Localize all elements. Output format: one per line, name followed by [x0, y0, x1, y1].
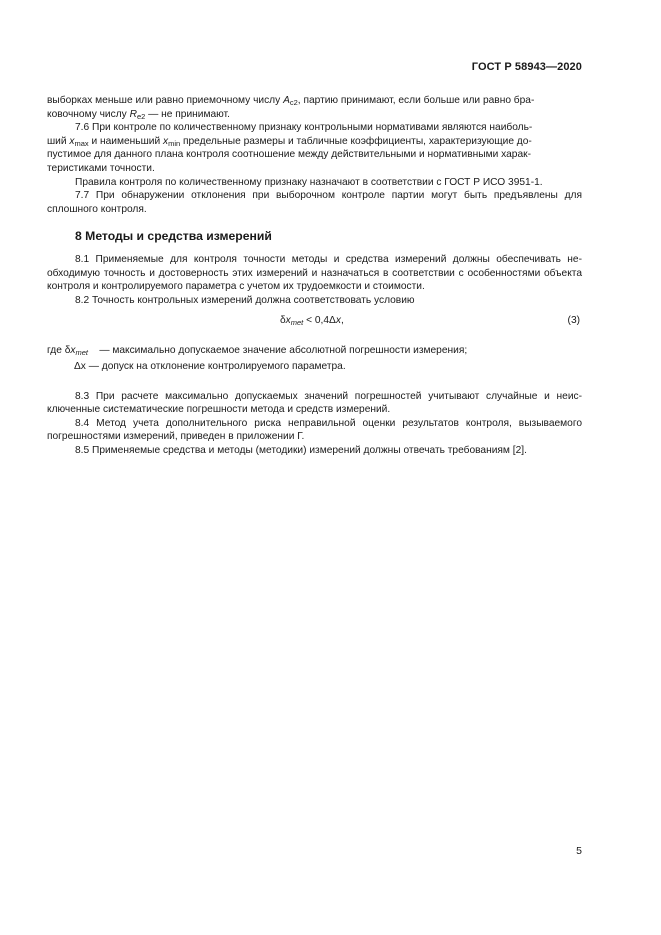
- symbol-x: x: [69, 135, 75, 147]
- paragraph-8-2: 8.2 Точность контрольных измерений должна соответствовать условию: [75, 294, 415, 306]
- paragraph-7-5-end: [47, 94, 582, 121]
- symbol-min-subscript: min: [168, 138, 181, 148]
- text-run: ший: [47, 135, 70, 147]
- symbol-met-subscript: met: [75, 348, 88, 358]
- text-run: — не принимают.: [145, 108, 230, 120]
- text-run: ,: [340, 315, 344, 327]
- symbol-x: x: [162, 135, 169, 147]
- paragraph-rules: Правила контроля по количественному признаку назначают в соответствии с ГОСТ Р ИСО 3951-1.: [75, 176, 543, 188]
- symbol-x: x: [285, 315, 291, 327]
- symbol-a: A: [283, 95, 290, 106]
- symbol-r-subscript: e2: [136, 111, 146, 121]
- text-run: < 0,4Δ: [303, 315, 336, 327]
- text-run: пустимое для данного плана контроля соотношение между действительными и нормативными харак-: [47, 149, 531, 161]
- formula-expression: [280, 314, 344, 328]
- page-number: 5: [576, 845, 582, 857]
- paragraph-8-5: 8.5 Применяемые средства и методы (методики) измерений должны отвечать требованиям [2].: [75, 444, 527, 456]
- document-id: ГОСТ Р 58943—2020: [471, 61, 582, 73]
- text-run: — максимально допускаемое значение абсолютной погрешности измерения;: [99, 345, 468, 357]
- text-run: и наименьший: [88, 135, 163, 147]
- symbol-met-subscript: met: [290, 318, 304, 328]
- definition-delta-x-met: [47, 344, 582, 358]
- symbol-x: x: [335, 315, 341, 327]
- text-run: 7.6 При контроле по количественному признаку контрольными нормативами являются наиболь-: [75, 122, 533, 134]
- paragraph-8-4: 8.4 Метод учета дополнительного риска неправильной оценки результатов контроля, вызываемого погрешностями измерений, приведен в приложении Г.: [47, 417, 582, 443]
- paragraph-8-3: 8.3 При расчете максимально допускаемых значений погрешностей учитывают случайные и неис-ключенные систематические погрешности метода и средств измерений.: [47, 390, 582, 416]
- symbol-max-subscript: max: [74, 138, 89, 148]
- section-title: 8 Методы и средства измерений: [75, 229, 272, 244]
- text-run: , партию принимают, если больше или равно бра-: [297, 95, 535, 106]
- document-body: [47, 94, 582, 457]
- symbol-a-subscript: c2: [289, 98, 298, 107]
- text-run: теристиками точности.: [47, 162, 155, 174]
- text-run: где δ: [47, 345, 71, 357]
- spacer: [47, 374, 582, 390]
- text-run: δ: [280, 315, 286, 327]
- formula-number: (3): [567, 315, 580, 327]
- text-run: ковочному числу: [47, 108, 130, 120]
- paragraph-7-7: 7.7 При обнаружении отклонения при выборочном контроле партии могут быть предъявлены для сплошного контроля.: [47, 190, 582, 215]
- symbol-r: R: [129, 108, 137, 120]
- formula-definitions: [47, 344, 582, 373]
- symbol-x: x: [70, 345, 76, 357]
- text-run: выборках меньше или равно приемочному числу: [47, 95, 284, 106]
- paragraph-7-6: [47, 121, 582, 175]
- paragraph-8-1: 8.1 Применяемые для контроля точности методы и средства измерений должны обеспечивать не-обходимую точность и достоверность этих измерений и назначаться в соответствии с особенностями объекта контроля и контролируемого параметра с учетом их трудоемкости и стоимости.: [47, 253, 582, 293]
- text-run: предельные размеры и табличные коэффициенты, характеризующие до-: [180, 135, 532, 147]
- definition-delta-x: Δx — допуск на отклонение контролируемого параметра.: [74, 360, 346, 372]
- formula-3: [47, 312, 582, 340]
